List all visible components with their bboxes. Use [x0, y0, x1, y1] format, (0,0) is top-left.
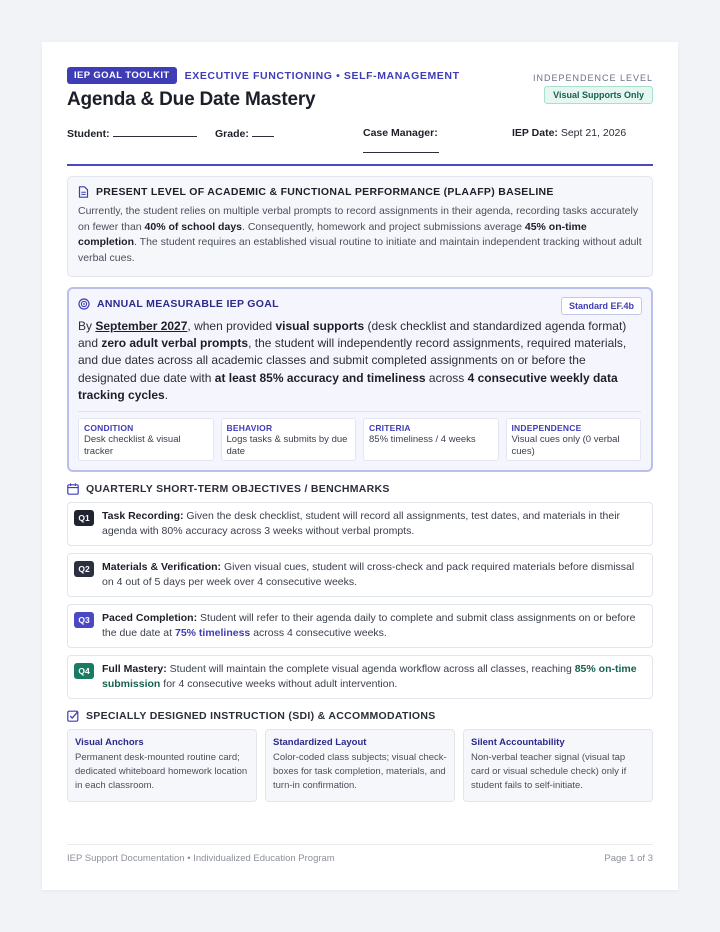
- calendar-icon: [67, 483, 79, 495]
- objective-q4: Q4 Full Mastery: Student will maintain the complete visual agenda workflow across all classes, reaching 85% on-time submission for 4 consecutive weeks without adult intervention.: [67, 655, 653, 699]
- objective-q1: Q1 Task Recording: Given the desk checklist, student will record all assignments, test dates, and materials in their agenda with 80% accuracy across 3 weeks without verbal prompts.: [67, 502, 653, 546]
- target-icon: [78, 298, 90, 310]
- objectives-section: [67, 483, 653, 699]
- document-page: [42, 42, 678, 890]
- behavior-cell: BEHAVIOR Logs tasks & submits by due date: [221, 418, 357, 461]
- objective-q2: Q2 Materials & Verification: Given visual cues, student will cross-check and pack required materials before dismissal on 4 out of 5 days per week over 4 consecutive weeks.: [67, 553, 653, 597]
- page-title: Agenda & Due Date Mastery: [67, 89, 316, 110]
- q2-badge: Q2: [74, 561, 94, 577]
- plaafp-heading: PRESENT LEVEL OF ACADEMIC & FUNCTIONAL PERFORMANCE (PLAAFP) BASELINE: [96, 186, 554, 198]
- independence-level: [533, 73, 653, 104]
- goal-heading: ANNUAL MEASURABLE IEP GOAL: [97, 298, 279, 310]
- independence-badge: Visual Supports Only: [544, 86, 653, 104]
- annual-goal-section: [67, 287, 653, 472]
- sdi-card-standardized-layout: Standardized Layout Color-coded class subjects; visual check-boxes for task completion, materials, and turn-in confirmation.: [265, 729, 455, 802]
- goal-components: [78, 411, 641, 461]
- independence-cell: INDEPENDENCE Visual cues only (0 verbal cues): [506, 418, 642, 461]
- goal-statement: By September 2027, when provided visual supports (desk checklist and standardized agenda format) and zero adult verbal prompts, the student will independently record assignments, required materials, and due dates across all academic classes and submit completed assignments on or before the designated due date with at least 85% accuracy and timeliness across 4 consecutive weekly data tracking cycles.: [78, 319, 627, 402]
- document-header: [67, 67, 653, 115]
- domain-subtitle: EXECUTIVE FUNCTIONING • SELF-MANAGEMENT: [184, 69, 460, 82]
- checkbox-icon: [67, 710, 79, 722]
- iep-date-value: Sept 21, 2026: [560, 127, 627, 139]
- document-icon: [78, 186, 89, 198]
- sdi-section: [67, 710, 653, 802]
- grade-blank: [252, 127, 274, 137]
- toolkit-tag: IEP GOAL TOOLKIT: [67, 67, 177, 84]
- student-info-row: [67, 122, 653, 166]
- student-blank: [113, 127, 197, 137]
- iep-date-field: IEP Date: Sept 21, 2026: [512, 127, 627, 139]
- student-field[interactable]: Student:: [67, 127, 197, 140]
- case-manager-field[interactable]: Case Manager:: [363, 127, 438, 139]
- grade-field[interactable]: Grade:: [215, 127, 274, 140]
- case-manager-blank: [363, 152, 439, 153]
- sdi-card-silent-accountability: Silent Accountability Non-verbal teacher signal (visual tap card or visual schedule check) only if student fails to self-initiate.: [463, 729, 653, 802]
- page-footer: [67, 844, 653, 864]
- plaafp-text: Currently, the student relies on multiple verbal prompts to record assignments in their agenda, recording tasks accurately on fewer than 40% of school days. Consequently, homework and project submissions average 45% on-time completion. The student requires an established visual routine to initiate and maintain independent tracking without adult verbal cues.: [78, 205, 642, 264]
- q3-badge: Q3: [74, 612, 94, 628]
- objectives-heading: QUARTERLY SHORT-TERM OBJECTIVES / BENCHMARKS: [86, 483, 390, 496]
- q1-badge: Q1: [74, 510, 94, 526]
- page-number: Page 1 of 3: [604, 853, 653, 864]
- footer-left: IEP Support Documentation • Individualized Education Program: [67, 853, 335, 864]
- sdi-heading: SPECIALLY DESIGNED INSTRUCTION (SDI) & ACCOMMODATIONS: [86, 710, 436, 723]
- plaafp-section: [67, 176, 653, 277]
- independence-label: INDEPENDENCE LEVEL: [532, 73, 653, 83]
- sdi-card-visual-anchors: Visual Anchors Permanent desk-mounted routine card; dedicated whiteboard homework location in each classroom.: [67, 729, 257, 802]
- q4-badge: Q4: [74, 663, 94, 679]
- criteria-cell: CRITERIA 85% timeliness / 4 weeks: [363, 418, 499, 461]
- condition-cell: CONDITION Desk checklist & visual tracker: [78, 418, 214, 461]
- objective-q3: Q3 Paced Completion: Student will refer to their agenda daily to complete and submit class assignments on or before the due date at 75% timeliness across 4 consecutive weeks.: [67, 604, 653, 648]
- standard-badge: Standard EF.4b: [561, 297, 642, 315]
